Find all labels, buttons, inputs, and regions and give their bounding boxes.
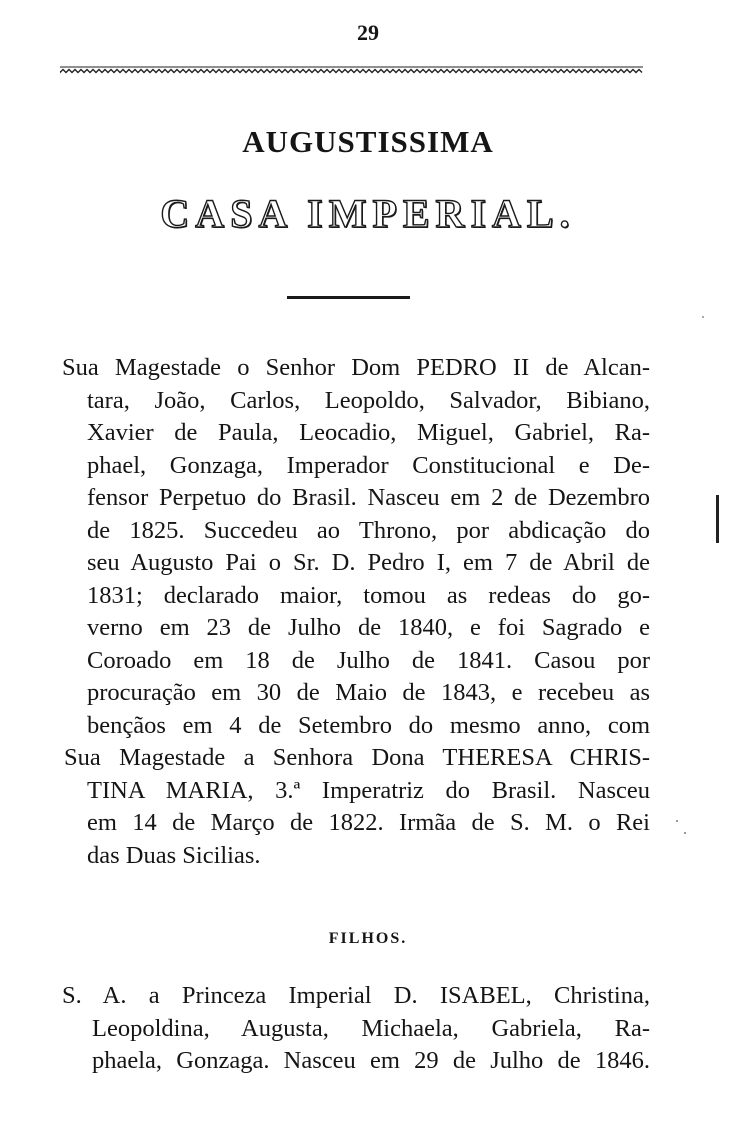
text-line: Sua Magestade a Senhora Dona THERESA CHRIS-: [64, 744, 650, 771]
text-line: Coroado em 18 de Julho de 1841. Casou por: [87, 646, 650, 674]
page-number: 29: [357, 20, 379, 45]
margin-ink-mark: [702, 316, 704, 318]
text-line: Leopoldina, Augusta, Michaela, Gabriela, Ra-: [92, 1014, 650, 1042]
children-paragraph: [62, 980, 650, 1078]
title-divider-rule: [287, 296, 410, 299]
text-line: TINA MARIA, 3.ª Imperatriz do Brasil. Nasceu: [87, 776, 650, 804]
text-line: Xavier de Paula, Leocadio, Miguel, Gabriel, Ra-: [87, 419, 650, 446]
emperor-paragraph: [62, 352, 650, 872]
text-line: phaela, Gonzaga. Nasceu em 29 de Julho de 1846.: [92, 1047, 650, 1074]
text-line: phael, Gonzaga, Imperador Constitucional e De-: [87, 451, 650, 479]
page-subtitle: CASA IMPERIAL.: [160, 191, 576, 236]
text-line: em 14 de Março de 1822. Irmãa de S. M. o Rei: [87, 809, 650, 836]
text-line: Sua Magestade o Senhor Dom PEDRO II de Alcan-: [62, 354, 650, 381]
text-line: tara, João, Carlos, Leopoldo, Salvador, Bibiano,: [87, 386, 650, 414]
text-line: 1831; declarado maior, tomou as redeas do go-: [87, 581, 650, 609]
page-title: AUGUSTISSIMA: [242, 124, 494, 159]
text-line: de 1825. Succedeu ao Throno, por abdicação do: [87, 516, 650, 544]
margin-ink-mark: [684, 832, 686, 834]
text-line: das Duas Sicilias.: [87, 841, 261, 869]
text-line: verno em 23 de Julho de 1840, e foi Sagrado e: [87, 614, 650, 641]
text-line: bençãos em 4 de Setembro do mesmo anno, com: [87, 711, 650, 739]
margin-ink-mark: [716, 495, 719, 543]
margin-ink-mark: [676, 820, 678, 822]
text-line: S. A. a Princeza Imperial D. ISABEL, Christina,: [62, 982, 650, 1009]
text-line: fensor Perpetuo do Brasil. Nasceu em 2 de Dezembro: [87, 484, 650, 511]
section-heading-filhos: FILHOS.: [328, 930, 408, 947]
text-line: seu Augusto Pai o Sr. D. Pedro I, em 7 de Abril de: [87, 549, 650, 576]
text-line: procuração em 30 de Maio de 1843, e recebeu as: [87, 679, 650, 706]
ornamental-wavy-rule: [60, 64, 643, 74]
